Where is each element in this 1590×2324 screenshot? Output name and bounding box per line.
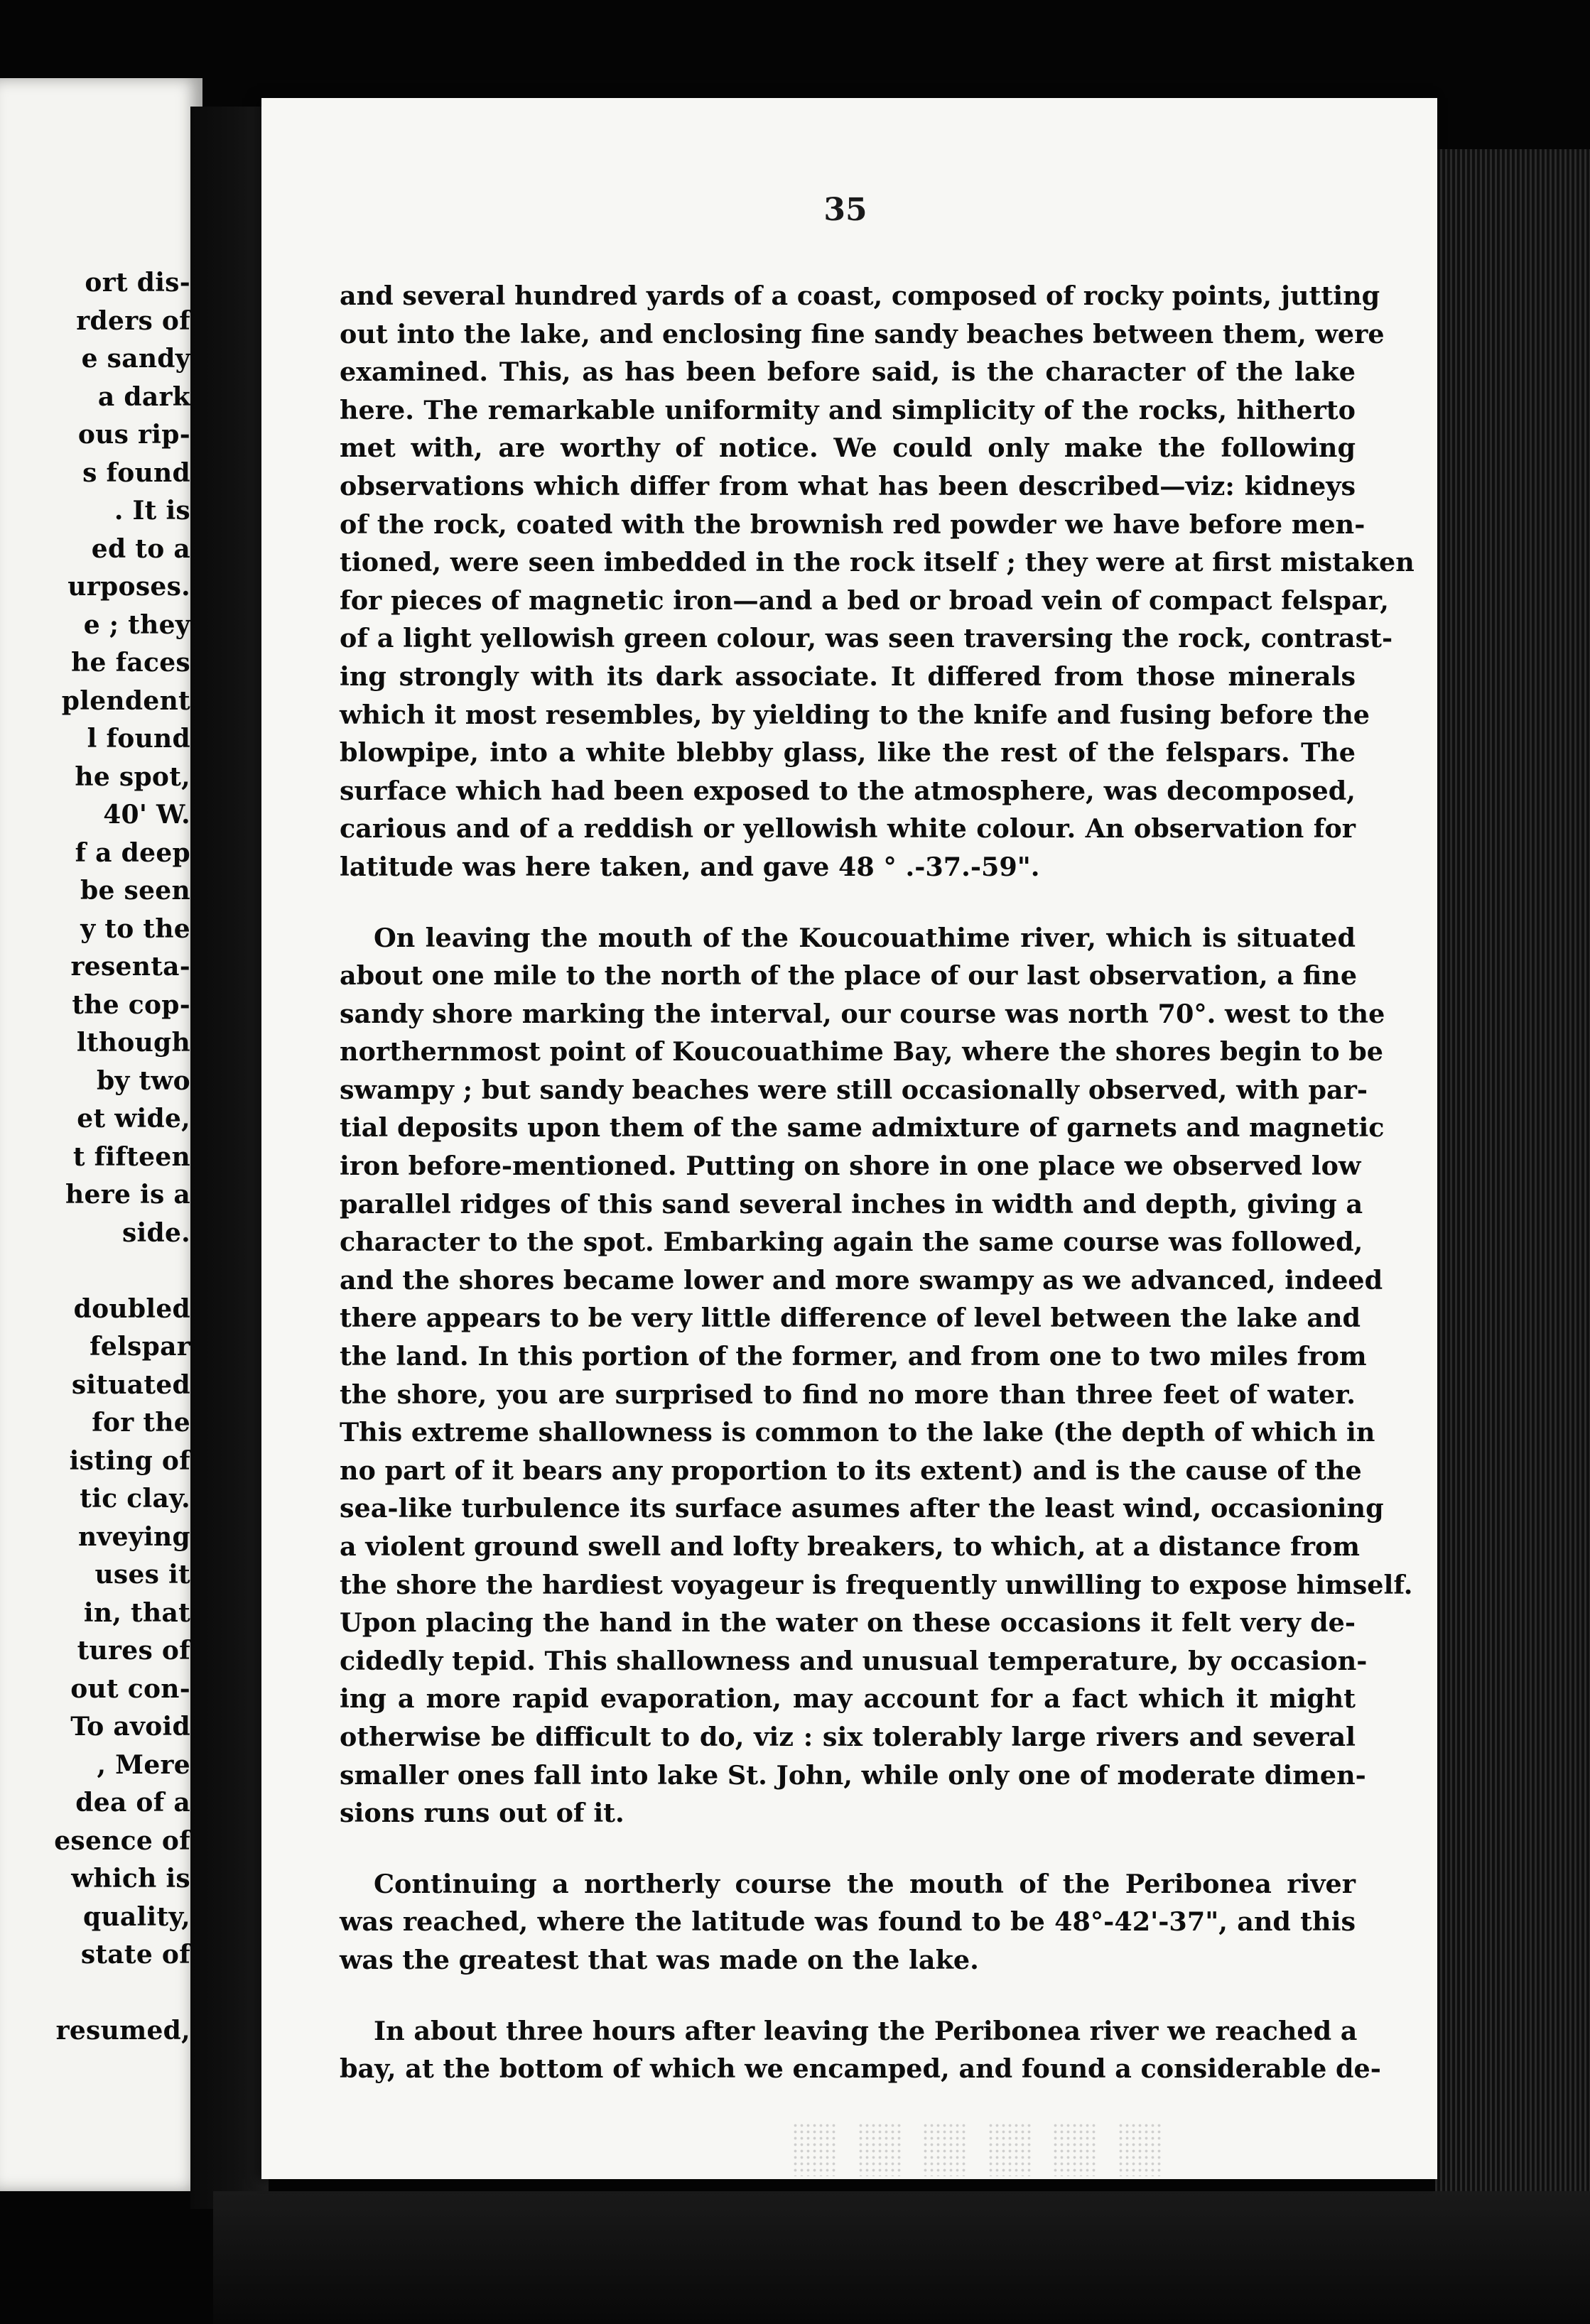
text-line: tial deposits upon them of the same admixture of garnets and magnetic — [340, 1112, 1385, 1144]
text-line: here. The remarkable uniformity and simplicity of the rocks, hitherto — [340, 394, 1356, 425]
left-fragment-line: state of — [80, 1940, 190, 1970]
left-fragment-line: 40' W. — [103, 800, 190, 830]
text-line: of the rock, coated with the brownish red powder we have before men- — [340, 509, 1365, 540]
left-fragment-line: f a deep — [75, 837, 190, 868]
left-fragment-line: which is — [71, 1864, 190, 1894]
text-line: iron before-mentioned. Putting on shore in one place we observed low — [340, 1151, 1361, 1182]
text-line: cidedly tepid. This shallowness and unusual temperature, by occasion- — [340, 1645, 1368, 1676]
text-line: character to the spot. Embarking again the same course was followed, — [340, 1227, 1363, 1258]
left-fragment-line: l found — [87, 724, 190, 754]
left-fragment-line: y to the — [80, 913, 190, 944]
stamp-letter — [922, 2122, 966, 2176]
left-fragment-line: s found — [82, 457, 190, 488]
text-line: Continuing a northerly course the mouth of the Peribonea river — [374, 1868, 1356, 1899]
text-line: Upon placing the hand in the water on these occasions it felt very de- — [340, 1607, 1356, 1639]
left-fragment-line: a dark — [97, 381, 190, 412]
left-fragment-line: et wide, — [77, 1104, 190, 1134]
paragraph — [340, 2012, 1381, 2088]
text-line: of a light yellowish green colour, was seen traversing the rock, contrast- — [340, 623, 1393, 654]
text-line: the land. In this portion of the former, and from one to two miles from — [340, 1341, 1367, 1372]
text-line: On leaving the mouth of the Koucouathime river, which is situated — [374, 922, 1356, 953]
left-fragment-line: isting of — [69, 1445, 190, 1476]
text-line: northernmost point of Koucouathime Bay, where the shores begin to be — [340, 1036, 1384, 1068]
left-fragment-line: situated — [71, 1369, 190, 1400]
left-fragment-line: tures of — [77, 1636, 190, 1666]
text-line: observations which differ from what has been described—viz: kidneys — [340, 470, 1356, 501]
stamp-letter — [858, 2122, 902, 2176]
text-line: out into the lake, and enclosing fine sandy beaches between them, were — [340, 318, 1385, 349]
left-fragment-line: e ; they — [83, 609, 190, 640]
text-line: ing a more rapid evaporation, may account for a fact which it might — [340, 1683, 1356, 1715]
text-line: the shore, you are surprised to find no more than three feet of water. — [340, 1379, 1356, 1410]
left-fragment-line: lthough — [76, 1028, 190, 1058]
text-line: a violent ground swell and lofty breakers, to which, at a distance from — [340, 1531, 1360, 1562]
text-line: for pieces of magnetic iron—and a bed or broad vein of compact felspar, — [340, 585, 1389, 616]
book-gutter-shadow — [190, 107, 269, 2209]
text-line: In about three hours after leaving the Peribonea river we reached a — [374, 2015, 1358, 2046]
paragraph — [340, 1865, 1356, 1980]
text-line: ing strongly with its dark associate. It differed from those minerals — [340, 661, 1356, 692]
left-fragment-line: e sandy — [81, 344, 190, 374]
left-fragment-line: ort dis- — [85, 268, 190, 298]
text-line: was reached, where the latitude was found to be 48°-42'-37", and this — [340, 1906, 1356, 1938]
text-line: sions runs out of it. — [340, 1798, 624, 1829]
left-fragment-line: resenta- — [70, 952, 190, 982]
text-line: latitude was here taken, and gave 48 ° .-37.-59". — [340, 851, 1040, 882]
left-fragment-line: . It is — [114, 496, 190, 526]
text-line: examined. This, as has been before said, is the character of the lake — [340, 357, 1356, 388]
text-line: and the shores became lower and more swampy as we advanced, indeed — [340, 1264, 1383, 1296]
text-line: parallel ridges of this sand several inches in width and depth, giving a — [340, 1188, 1363, 1220]
page-number: 35 — [823, 192, 867, 228]
text-line: which it most resembles, by yielding to the knife and fusing before the — [340, 699, 1370, 730]
left-fragment-line — [0, 1975, 190, 2013]
left-fragment-line: t fifteen — [72, 1141, 190, 1172]
text-line: was the greatest that was made on the lake. — [340, 1944, 979, 1975]
library-stamp — [792, 2115, 1162, 2183]
left-fragment-line: , Mere — [97, 1749, 190, 1780]
left-page-text-fragments — [0, 264, 190, 2051]
left-fragment-line: felspar — [90, 1332, 190, 1362]
text-line: met with, are worthy of notice. We could only make the following — [340, 433, 1356, 464]
left-fragment-line: be seen — [80, 876, 190, 906]
left-fragment-line: urposes. — [67, 572, 190, 602]
left-fragment-line: ous rip- — [77, 420, 190, 450]
left-fragment-line: side. — [121, 1217, 190, 1248]
left-fragment-line: in, that — [83, 1597, 190, 1628]
text-line: and several hundred yards of a coast, composed of rocky points, jutting — [340, 281, 1380, 311]
text-line: bay, at the bottom of which we encamped, and found a considerable de- — [340, 2053, 1381, 2085]
left-fragment-line: quality, — [82, 1901, 190, 1932]
left-fragment-line: he faces — [71, 648, 190, 678]
left-fragment-line: nveying — [77, 1521, 190, 1552]
stamp-letter — [792, 2122, 836, 2176]
left-fragment-line: To avoid — [70, 1712, 190, 1742]
left-fragment-line: ed to a — [91, 533, 190, 564]
left-fragment-line: he spot, — [75, 761, 190, 792]
left-facing-page — [0, 78, 202, 2191]
left-fragment-line: esence of — [54, 1825, 190, 1856]
text-line: tioned, were seen imbedded in the rock itself ; they were at first mistaken — [340, 547, 1415, 578]
left-fragment-line: doubled — [73, 1293, 190, 1324]
left-fragment-line: dea of a — [75, 1788, 190, 1818]
text-line: swampy ; but sandy beaches were still occasionally observed, with par- — [340, 1074, 1368, 1105]
text-line: sandy shore marking the interval, our course was north 70°. west to the — [340, 998, 1385, 1029]
text-line: about one mile to the north of the place of our last observation, a fine — [340, 960, 1358, 992]
left-fragment-line: resumed, — [55, 2016, 190, 2046]
book-bottom-edge — [213, 2191, 1590, 2324]
text-line: sea-like turbulence its surface asumes after the least wind, occasioning — [340, 1493, 1384, 1524]
left-fragment-line: here is a — [65, 1180, 190, 1210]
page-body-text — [340, 277, 1415, 2088]
left-fragment-line: tic clay. — [80, 1484, 190, 1514]
left-fragment-line: plendent — [61, 685, 190, 716]
left-fragment-line: out con- — [70, 1673, 190, 1704]
page-edges — [1435, 149, 1590, 2209]
text-line: the shore the hardiest voyageur is frequently unwilling to expose himself. — [340, 1569, 1413, 1600]
paragraph — [340, 919, 1413, 1832]
stamp-letter — [988, 2122, 1032, 2176]
text-line: blowpipe, into a white blebby glass, like the rest of the felspars. The — [340, 737, 1356, 769]
left-fragment-line: the cop- — [72, 989, 190, 1020]
left-fragment-line: by two — [96, 1065, 190, 1096]
stamp-letter — [1118, 2122, 1162, 2176]
left-fragment-line — [0, 1252, 190, 1291]
paragraph — [340, 277, 1415, 886]
left-fragment-line: for the — [92, 1408, 190, 1438]
text-line: smaller ones fall into lake St. John, while only one of moderate dimen- — [340, 1759, 1366, 1791]
text-line: carious and of a reddish or yellowish white colour. An observation for — [340, 813, 1356, 845]
text-line: there appears to be very little difference of level between the lake and — [340, 1303, 1361, 1334]
text-line: otherwise be difficult to do, viz : six tolerably large rivers and several — [340, 1721, 1356, 1752]
left-fragment-line: rders of — [76, 305, 190, 336]
text-line: no part of it bears any proportion to its extent) and is the cause of the — [340, 1455, 1362, 1486]
left-fragment-line: uses it — [94, 1560, 190, 1590]
stamp-letter — [1052, 2122, 1096, 2176]
text-line: surface which had been exposed to the atmosphere, was decomposed, — [340, 775, 1356, 806]
text-line: This extreme shallowness is common to the lake (the depth of which in — [340, 1417, 1375, 1448]
